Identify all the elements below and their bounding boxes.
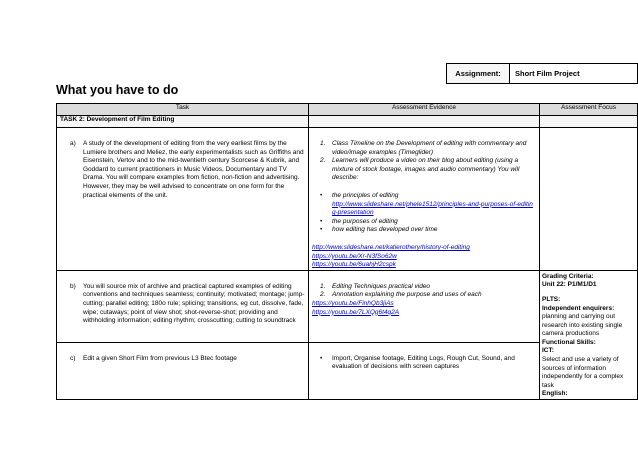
task-text-b: You will source mix of archive and practical captured examples of editing conventions and techniques seamless; continuity; motivated; montage; jump-cutting; parallel editing; 180o rule; splicing; transitions, eg cut, dissolve, fade, wipe; cutaways; point of view shot; shot-reverse-shot; providing and withholding information; editing rhythm; crosscutting; cutting to soundtrack [83, 282, 305, 325]
evidence-bullet-a3 [312, 226, 536, 235]
assignment-label: Assignment: [447, 64, 510, 84]
bullet-icon: • [320, 354, 323, 362]
functional-skills-label: Functional Skills: [542, 338, 596, 346]
ict-text: Select and use a variety of sources of information independently for a complex task [542, 356, 624, 389]
task-title-blank-3 [540, 116, 638, 128]
english-label: English: [542, 390, 568, 398]
evidence-bullet-text: the purposes of editing [332, 217, 398, 225]
task-text-a: A study of the development of editing from the very earliest films by the Lumiere brothers and Meliez, the early experimentalists such as Griffiths and Eisenstein, Vertov and to the mid-twentieth century Scorcese & Kubrik, and Goddard to current practitioners in Music Videos, Documentary and TV Drama. You will compare examples from fiction, non-fiction and advertising. However, they may be well advised to concentrate on one form for the practical elements of the unit. [83, 140, 304, 199]
independent-enquirers-label: Independent enquirers: [542, 304, 615, 312]
evidence-text: Annotation explaining the purpose and uses of each [332, 291, 482, 299]
task-table [56, 103, 638, 400]
assignment-value: Short Film Project [510, 64, 638, 84]
task-item-c [60, 355, 305, 364]
evidence-text: Class Timeline on the Development of editing with commentary and video/image examples (Timeglider) [332, 140, 527, 156]
evidence-bullet-text: Import, Organise footage, Editing Logs, Rough Cut, Sound, and evaluation of decisions with screen captures [332, 354, 515, 371]
evidence-bullet-text: how editing has developed over time [332, 226, 438, 234]
evidence-item-a2 [312, 157, 536, 183]
task-row-a [57, 128, 638, 271]
evidence-item-b1 [312, 283, 536, 292]
evidence-number: 1. [320, 282, 326, 290]
evidence-text: Learners will produce a video on their blog about editing (using a mixture of stock footage, images and audio commentary) You will describe: [332, 157, 520, 182]
bullet-icon: • [320, 217, 323, 225]
focus-cell-a [540, 128, 638, 271]
evidence-bullet-a1 [312, 192, 536, 218]
evidence-text: Editing Techniques practical video [332, 282, 431, 290]
column-header-focus: Assessment Focus [540, 104, 638, 116]
evidence-number: 1. [320, 140, 326, 147]
evidence-bullet-text: the principles of editing [332, 191, 399, 199]
grading-criteria-label: Grading Criteria: [542, 272, 594, 280]
assignment-box [446, 63, 638, 84]
independent-enquirers-text: planning and carrying out research into existing single camera productions [542, 313, 623, 338]
evidence-item-b2 [312, 291, 536, 300]
evidence-bullet-a2 [312, 218, 536, 227]
focus-cell-bc [540, 270, 638, 399]
page-heading: What you have to do [56, 83, 179, 97]
task-letter-a: a) [70, 140, 76, 147]
evidence-cell-c [309, 342, 540, 399]
task-cell-b [57, 270, 309, 342]
header-row [57, 104, 638, 116]
task-text-c: Edit a given Short Film from previous L3 Btec footage [83, 354, 237, 362]
evidence-cell-a [309, 128, 540, 271]
youtube-link[interactable]: https://youtu.be/Xr-N3fSo62w [312, 252, 397, 260]
evidence-cell-b [309, 270, 540, 342]
evidence-bullet-c1 [312, 355, 536, 372]
task-letter-b: b) [70, 282, 76, 290]
evidence-links-a [312, 244, 536, 270]
bullet-icon: • [320, 226, 323, 234]
history-of-editing-link[interactable]: http://www.slideshare.net/katierothery/history-of-editing [312, 243, 470, 251]
evidence-number: 2. [320, 291, 326, 299]
evidence-item-a1 [312, 140, 536, 157]
youtube-link[interactable]: https://youtu.be/FinhQb3jiAs [312, 299, 394, 307]
task-cell-c [57, 342, 309, 399]
task-title-row [57, 116, 638, 128]
task-letter-c: c) [70, 354, 76, 362]
column-header-evidence: Assessment Evidence [309, 104, 540, 116]
bullet-icon: • [320, 191, 323, 199]
evidence-bullet-content [332, 192, 536, 218]
youtube-link[interactable]: https://youtu.be/6uahjH2cspk [312, 261, 396, 269]
column-header-task: Task [57, 104, 309, 116]
ict-label: ICT: [542, 347, 554, 355]
task-row-b [57, 270, 638, 342]
task-item-a [60, 140, 305, 200]
task-cell-a [57, 128, 309, 271]
plts-label: PLTS: [542, 295, 561, 303]
evidence-number: 2. [320, 157, 326, 165]
task-title-blank-2 [309, 116, 540, 128]
task-item-b [60, 283, 305, 326]
task-title: TASK 2: Development of Film Editing [57, 116, 309, 128]
youtube-link[interactable]: https://youtu.be/7LXQg6t4q2A [312, 308, 400, 316]
unit-criteria: Unit 22: P1/M1/D1 [542, 281, 597, 289]
principles-of-editing-link[interactable]: http://www.slideshare.net/phele1512/principles-and-purposes-of-editing-presentation [332, 200, 533, 217]
